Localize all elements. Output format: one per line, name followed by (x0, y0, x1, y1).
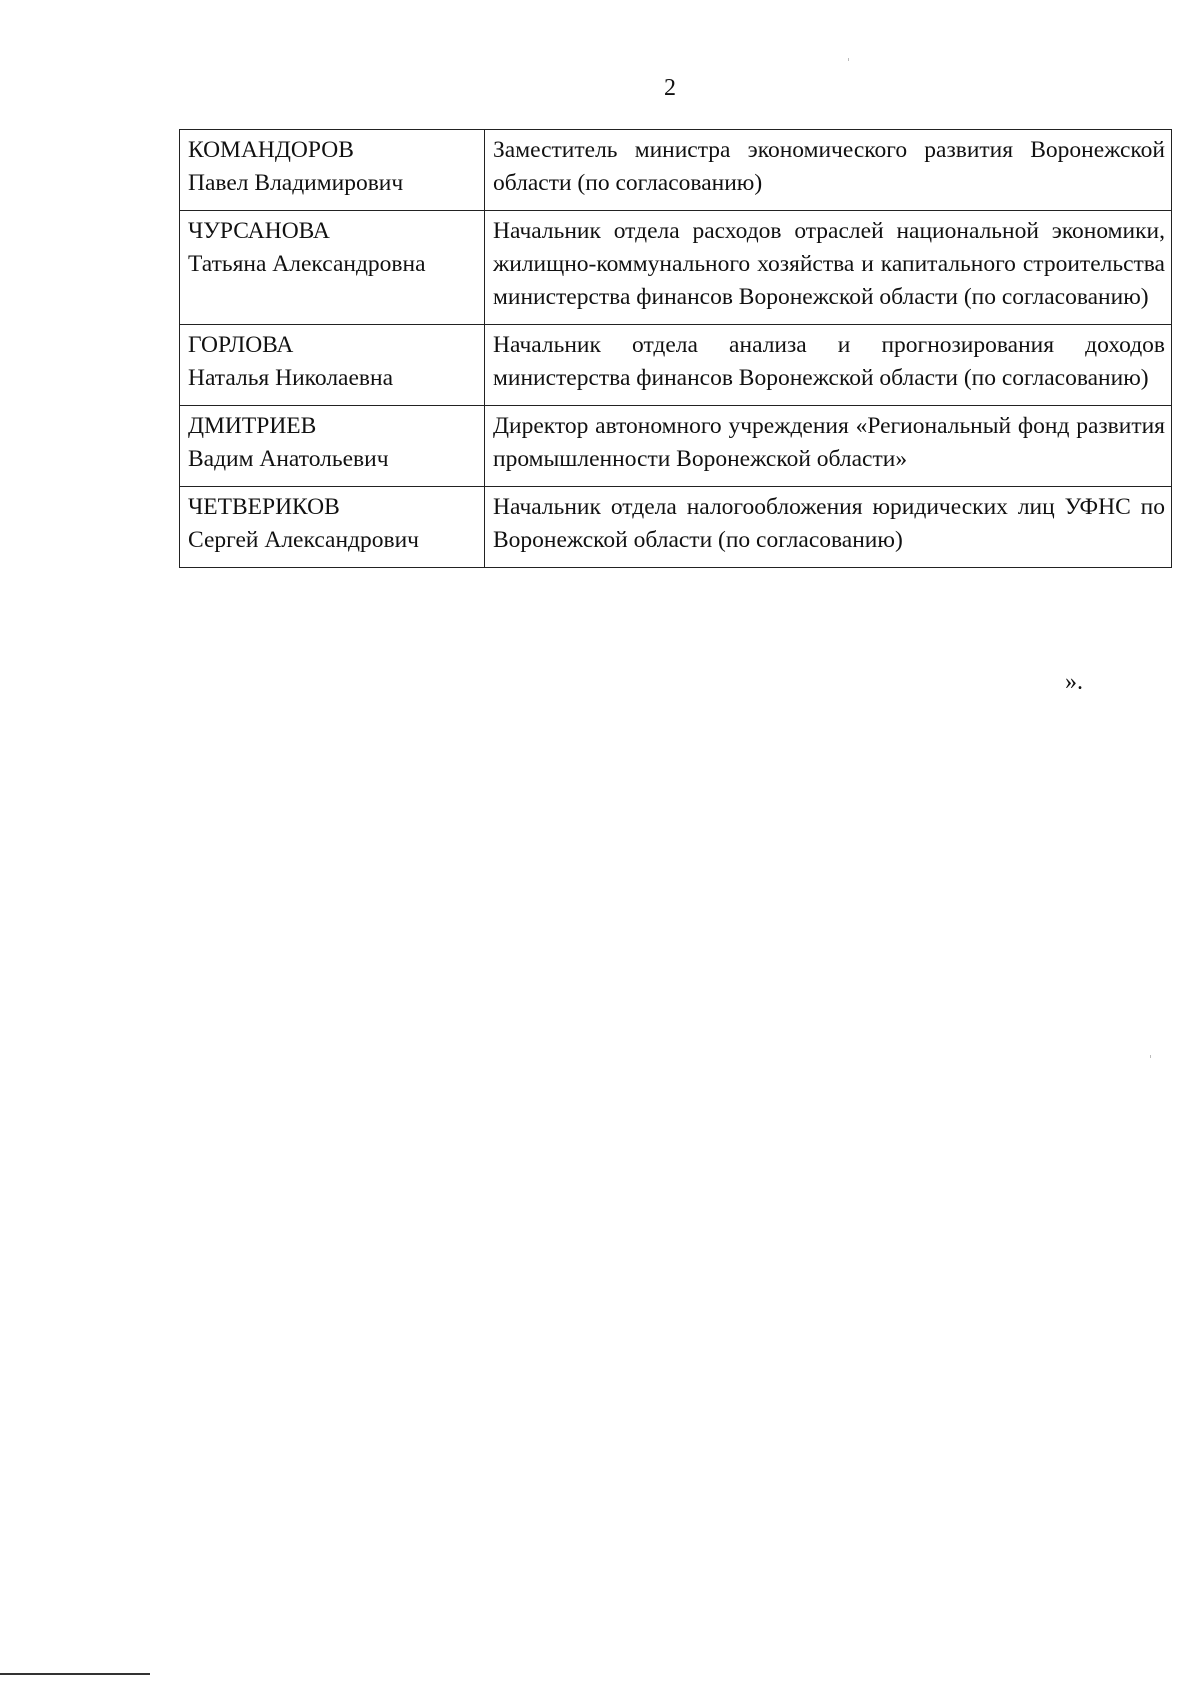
scan-edge-line (0, 1673, 150, 1675)
member-name-cell (180, 130, 485, 211)
member-position: Начальник отдела анализа и прогнозирования доходов министерства финансов Воронежской области (по согласованию) (485, 325, 1172, 406)
member-given-names: Наталья Николаевна (188, 365, 394, 391)
member-position: Заместитель министра экономического развития Воронежской области (по согласованию) (485, 130, 1172, 211)
member-surname: ДМИТРИЕВ (188, 413, 317, 439)
member-name-cell (180, 211, 485, 325)
member-position: Директор автономного учреждения «Региональный фонд развития промышленности Воронежской области» (485, 406, 1172, 487)
member-surname: ГОРЛОВА (188, 332, 294, 358)
scan-speck (848, 58, 849, 61)
commission-members-table (179, 129, 1172, 568)
member-surname: ЧУРСАНОВА (188, 218, 330, 244)
member-surname: КОМАНДОРОВ (188, 137, 354, 163)
member-given-names: Татьяна Александровна (188, 251, 426, 277)
table-row (180, 487, 1172, 568)
member-given-names: Сергей Александрович (188, 527, 419, 553)
scan-speck (1150, 1055, 1151, 1058)
member-given-names: Вадим Анатольевич (188, 446, 389, 472)
member-given-names: Павел Владимирович (188, 170, 404, 196)
closing-quote-mark: ». (1065, 669, 1083, 695)
member-position: Начальник отдела налогообложения юридических лиц УФНС по Воронежской области (по согласованию) (485, 487, 1172, 568)
page-header (0, 0, 1200, 120)
member-position: Начальник отдела расходов отраслей национальной экономики, жилищно-коммунального хозяйства и капитального строительства министерства финансов Воронежской области (по согласованию) (485, 211, 1172, 325)
member-name-cell (180, 325, 485, 406)
table-row (180, 130, 1172, 211)
member-name-cell (180, 406, 485, 487)
table-row (180, 325, 1172, 406)
member-name-cell (180, 487, 485, 568)
member-surname: ЧЕТВЕРИКОВ (188, 494, 340, 520)
page-number: 2 (664, 75, 676, 101)
table-row (180, 211, 1172, 325)
table-row (180, 406, 1172, 487)
